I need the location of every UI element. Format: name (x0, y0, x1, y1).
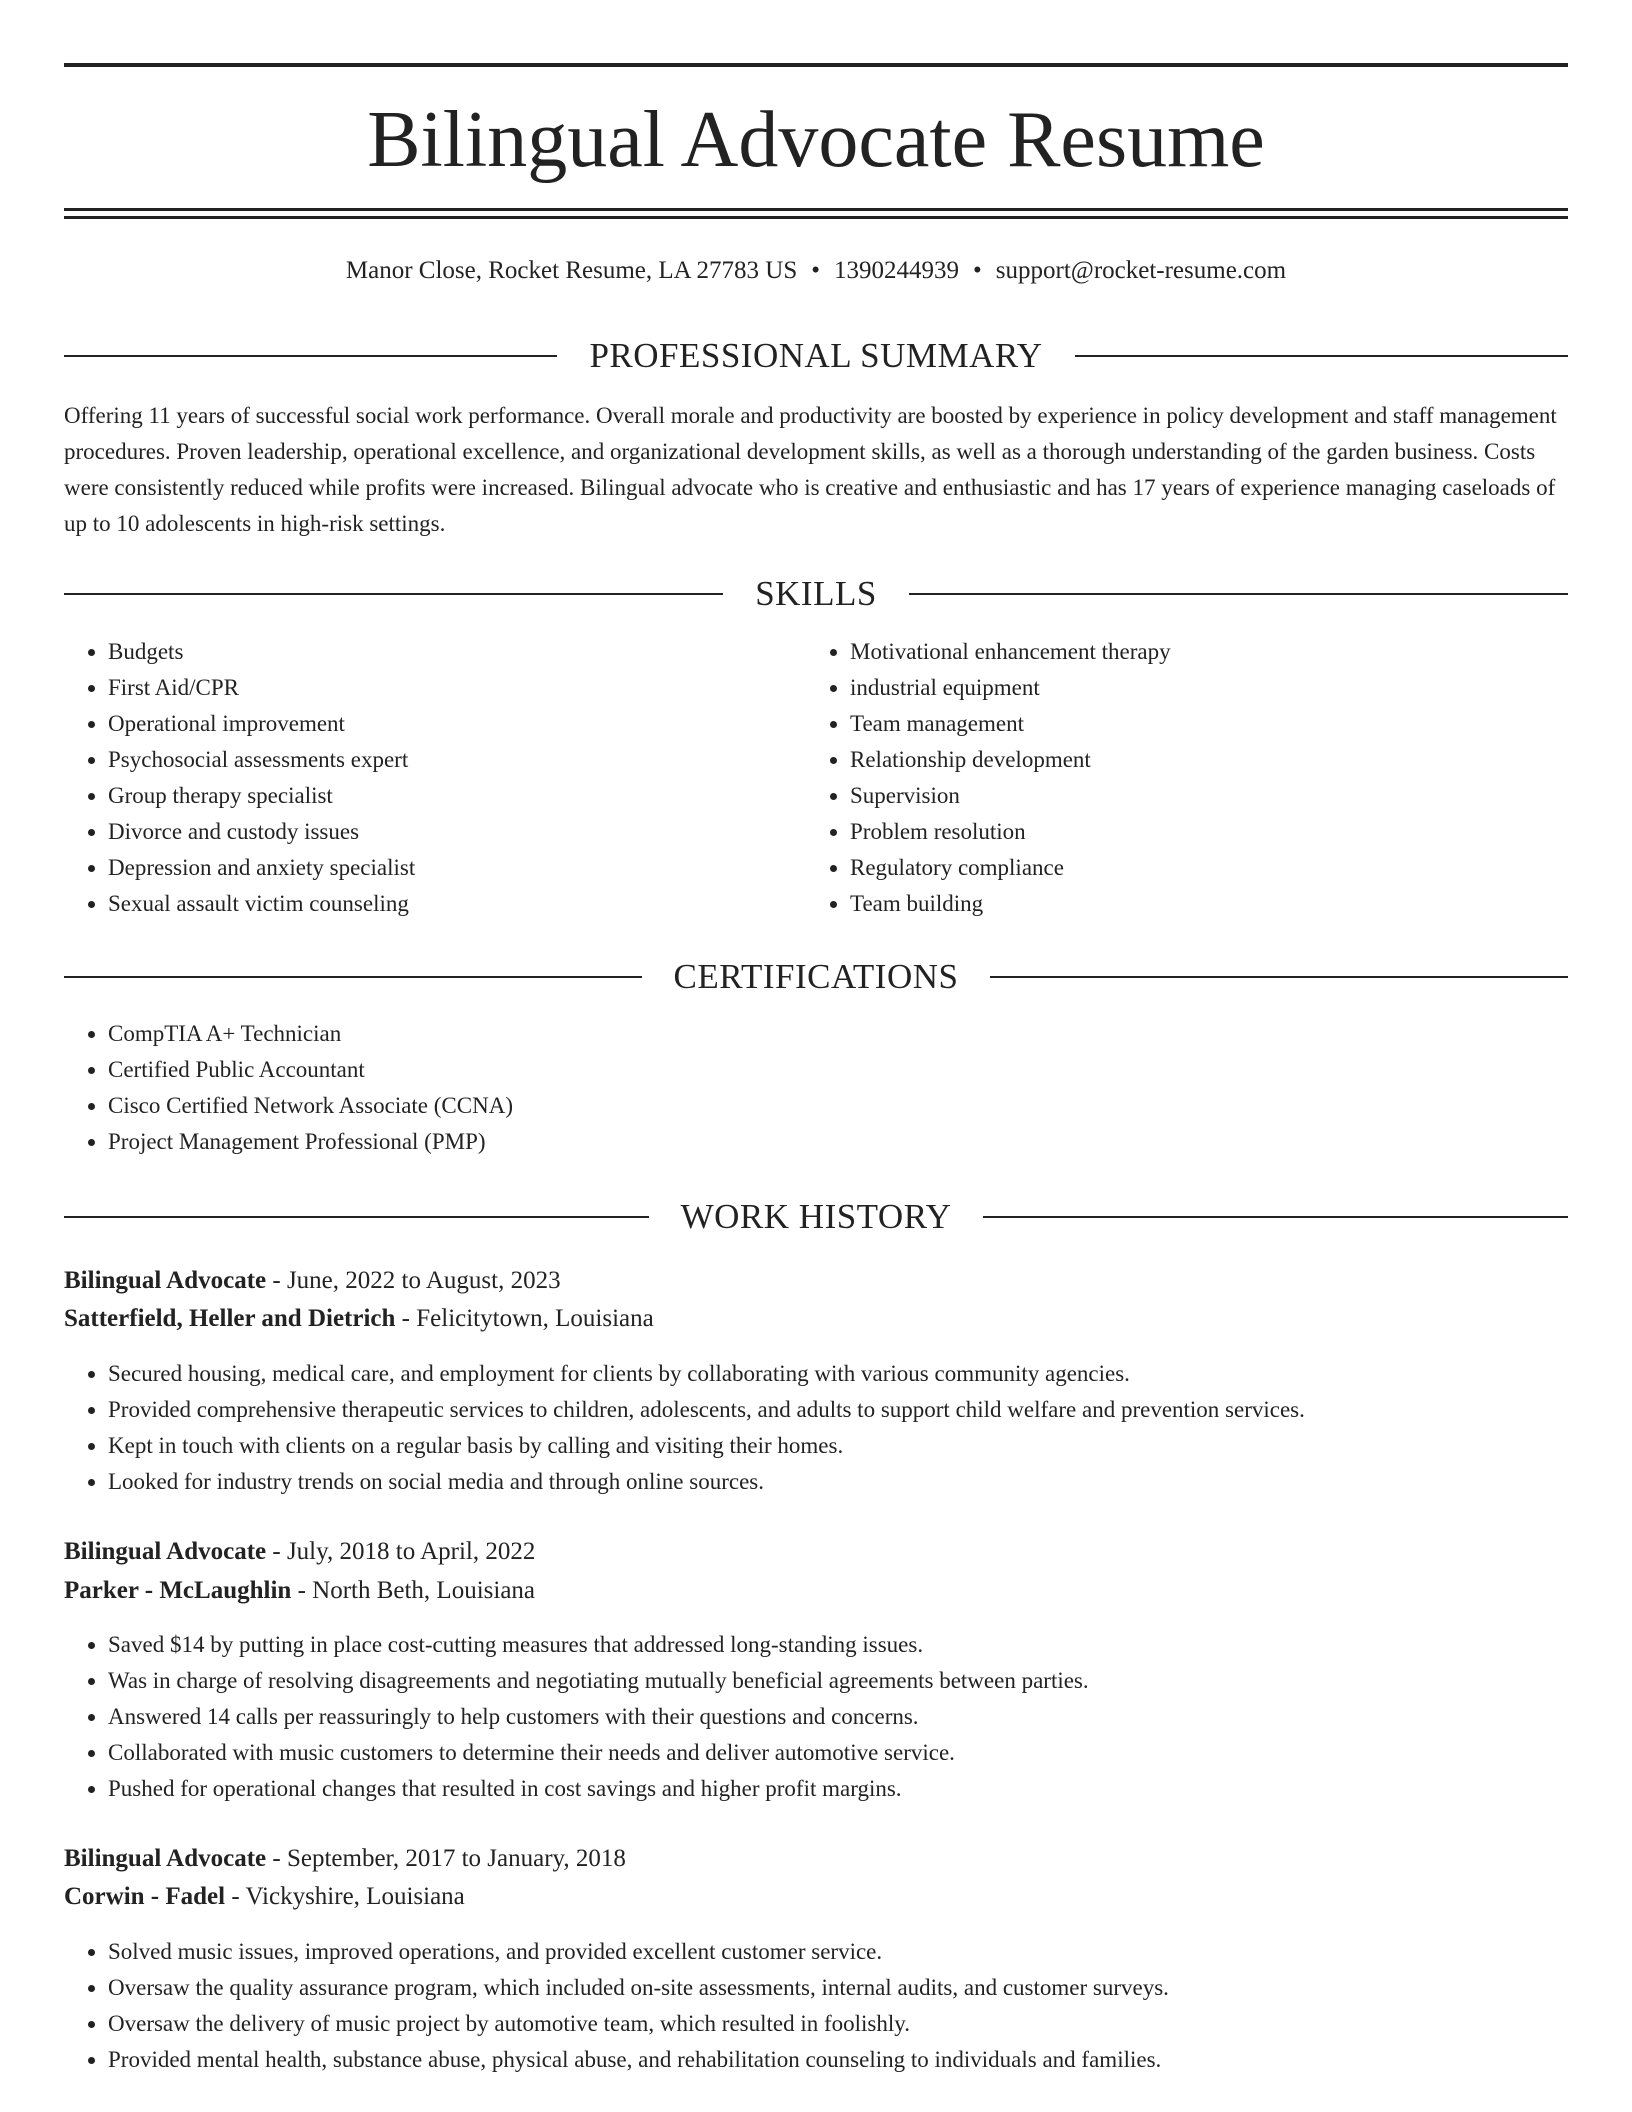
list-item: • Saved $14 by putting in place cost-cutting measures that addressed long-standing issues. (108, 1627, 1608, 1663)
section-rule-right (983, 1216, 1568, 1218)
section-rule-right (909, 593, 1568, 595)
list-item: • Team management (850, 706, 1610, 742)
job-dates: - June, 2022 to August, 2023 (266, 1267, 561, 1294)
certifications-list (64, 1016, 1608, 1160)
list-item: • Depression and anxiety specialist (108, 850, 808, 886)
header-double-rule-upper (64, 208, 1568, 211)
job-company-line (64, 1301, 1568, 1337)
list-item: • Regulatory compliance (850, 850, 1610, 886)
list-item: • Pushed for operational changes that resulted in cost savings and higher profit margins. (108, 1771, 1608, 1807)
list-item: • Certified Public Accountant (108, 1052, 1608, 1088)
list-item: • Secured housing, medical care, and employment for clients by collaborating with various community agencies. (108, 1356, 1608, 1392)
list-item: • Kept in touch with clients on a regular basis by calling and visiting their homes. (108, 1428, 1608, 1464)
skills-list-left (64, 634, 808, 922)
section-rule-left (64, 1216, 649, 1218)
header-double-rule-lower (64, 216, 1568, 219)
list-item: • Problem resolution (850, 814, 1610, 850)
list-item: • Motivational enhancement therapy (850, 634, 1610, 670)
job-title-line (64, 1534, 1568, 1570)
list-item: • Provided comprehensive therapeutic services to children, adolescents, and adults to support child welfare and prevention services. (108, 1392, 1608, 1428)
job-dates: - September, 2017 to January, 2018 (266, 1845, 626, 1872)
section-heading-certifications (64, 955, 1568, 999)
section-heading-work-history (64, 1195, 1568, 1239)
list-item: • Was in charge of resolving disagreements and negotiating mutually beneficial agreements between parties. (108, 1663, 1608, 1699)
section-title: CERTIFICATIONS (673, 957, 959, 996)
header-top-rule (64, 63, 1568, 67)
list-item: • Supervision (850, 778, 1610, 814)
section-heading-summary (64, 334, 1568, 378)
job-bullets (64, 1627, 1608, 1807)
section-title: SKILLS (755, 574, 877, 613)
section-rule-left (64, 976, 642, 978)
list-item: • Psychosocial assessments expert (108, 742, 808, 778)
job-title: Bilingual Advocate (64, 1267, 267, 1294)
section-rule-left (64, 593, 723, 595)
section-title: WORK HISTORY (680, 1197, 952, 1236)
job-location: - Vickyshire, Louisiana (225, 1883, 465, 1910)
contact-address: Manor Close, Rocket Resume, LA 27783 US (345, 257, 798, 284)
list-item: • Cisco Certified Network Associate (CCNA) (108, 1088, 1608, 1124)
job-company: Parker - McLaughlin (64, 1577, 292, 1604)
summary-paragraph: Offering 11 years of successful social work performance. Overall morale and productivity are boosted by experience in policy development and staff management procedures. Proven leadership, operational excellence, and organizational development skills, as well as a thorough understanding of the garden business. Costs were consistently reduced while profits were increased. Bilingual advocate who is creative and enthusiastic and has 17 years of experience managing caseloads of up to 10 adolescents in high-risk settings. (64, 403, 1557, 536)
job-bullets (64, 1934, 1608, 2078)
contact-separator: • (973, 257, 982, 284)
job-company: Satterfield, Heller and Dietrich (64, 1305, 396, 1332)
list-item: • Oversaw the delivery of music project by automotive team, which resulted in foolishly. (108, 2006, 1608, 2042)
job-title-line (64, 1841, 1568, 1877)
job-company-line (64, 1573, 1568, 1609)
section-title: PROFESSIONAL SUMMARY (589, 336, 1043, 375)
job-title: Bilingual Advocate (64, 1538, 267, 1565)
section-rule-right (990, 976, 1568, 978)
section-heading-skills (64, 572, 1568, 616)
job-company: Corwin - Fadel (64, 1883, 226, 1910)
skills-list-right (806, 634, 1610, 922)
job-company-line (64, 1879, 1568, 1915)
list-item: • Operational improvement (108, 706, 808, 742)
list-item: • Sexual assault victim counseling (108, 886, 808, 922)
list-item: • Divorce and custody issues (108, 814, 808, 850)
list-item: • Relationship development (850, 742, 1610, 778)
job-bullets (64, 1356, 1608, 1500)
list-item: • Solved music issues, improved operations, and provided excellent customer service. (108, 1934, 1608, 1970)
contact-email: support@rocket-resume.com (995, 257, 1287, 284)
list-item: • CompTIA A+ Technician (108, 1016, 1608, 1052)
contact-separator: • (811, 257, 821, 284)
contact-phone: 1390244939 (834, 257, 960, 284)
job-title-line (64, 1263, 1568, 1299)
list-item: • Looked for industry trends on social media and through online sources. (108, 1464, 1608, 1500)
section-rule-left (64, 355, 557, 357)
list-item: • Team building (850, 886, 1610, 922)
list-item: • Provided mental health, substance abuse, physical abuse, and rehabilitation counseling to individuals and families. (108, 2042, 1608, 2078)
job-location: - Felicitytown, Louisiana (395, 1305, 654, 1332)
list-item: • Group therapy specialist (108, 778, 808, 814)
list-item: • industrial equipment (850, 670, 1610, 706)
contact-line (64, 253, 1568, 289)
job-location: - North Beth, Louisiana (291, 1577, 536, 1604)
page-title: Bilingual Advocate Resume (367, 96, 1265, 184)
list-item: • Project Management Professional (PMP) (108, 1124, 1608, 1160)
job-title: Bilingual Advocate (64, 1845, 267, 1872)
list-item: • Answered 14 calls per reassuringly to help customers with their questions and concerns. (108, 1699, 1608, 1735)
list-item: • First Aid/CPR (108, 670, 808, 706)
list-item: • Budgets (108, 634, 808, 670)
job-dates: - July, 2018 to April, 2022 (266, 1538, 536, 1565)
section-rule-right (1075, 355, 1568, 357)
list-item: • Oversaw the quality assurance program, which included on-site assessments, internal audits, and customer surveys. (108, 1970, 1608, 2006)
list-item: • Collaborated with music customers to determine their needs and deliver automotive service. (108, 1735, 1608, 1771)
